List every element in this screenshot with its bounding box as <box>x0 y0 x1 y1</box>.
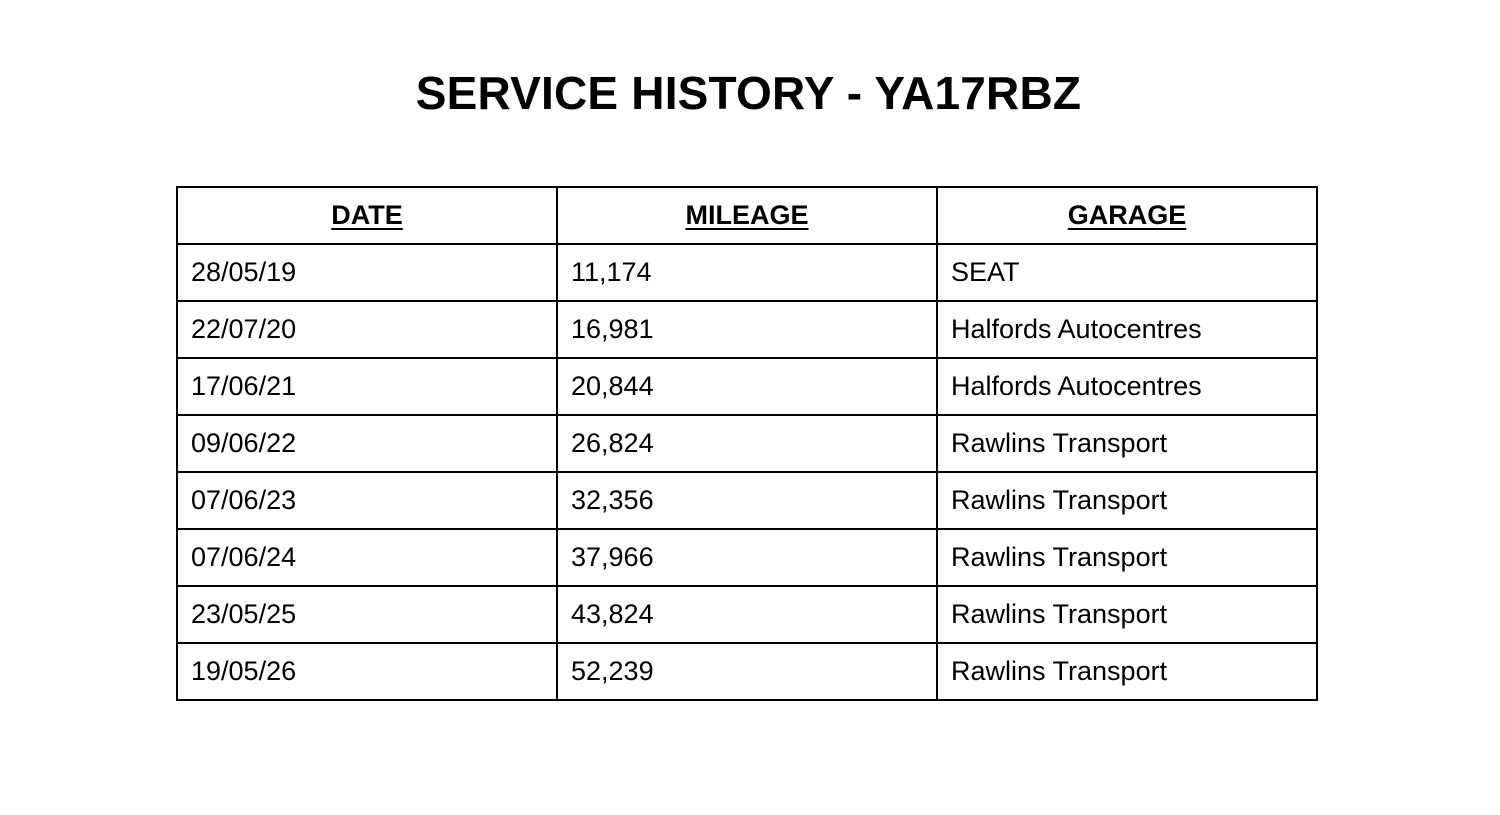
date-cell: 17/06/21 <box>177 358 557 415</box>
table-row <box>177 244 1317 301</box>
garage-cell: Rawlins Transport <box>937 415 1317 472</box>
table-row <box>177 358 1317 415</box>
garage-cell: SEAT <box>937 244 1317 301</box>
garage-cell: Rawlins Transport <box>937 643 1317 700</box>
garage-column-header: GARAGE <box>937 187 1317 244</box>
table-row <box>177 529 1317 586</box>
garage-cell: Rawlins Transport <box>937 472 1317 529</box>
date-cell: 22/07/20 <box>177 301 557 358</box>
mileage-cell: 20,844 <box>557 358 937 415</box>
table-row <box>177 643 1317 700</box>
garage-cell: Rawlins Transport <box>937 586 1317 643</box>
page-title: SERVICE HISTORY - YA17RBZ <box>415 67 1082 119</box>
date-cell: 07/06/24 <box>177 529 557 586</box>
garage-cell: Halfords Autocentres <box>937 358 1317 415</box>
date-cell: 28/05/19 <box>177 244 557 301</box>
mileage-cell: 32,356 <box>557 472 937 529</box>
table-row <box>177 415 1317 472</box>
mileage-cell: 26,824 <box>557 415 937 472</box>
date-cell: 09/06/22 <box>177 415 557 472</box>
mileage-column-header: MILEAGE <box>557 187 937 244</box>
date-cell: 07/06/23 <box>177 472 557 529</box>
table-row <box>177 586 1317 643</box>
mileage-cell: 16,981 <box>557 301 937 358</box>
garage-cell: Rawlins Transport <box>937 529 1317 586</box>
mileage-cell: 11,174 <box>557 244 937 301</box>
date-cell: 19/05/26 <box>177 643 557 700</box>
service-history-table <box>176 186 1318 701</box>
mileage-cell: 52,239 <box>557 643 937 700</box>
table-row <box>177 472 1317 529</box>
mileage-cell: 43,824 <box>557 586 937 643</box>
table-row <box>177 301 1317 358</box>
garage-cell: Halfords Autocentres <box>937 301 1317 358</box>
date-cell: 23/05/25 <box>177 586 557 643</box>
mileage-cell: 37,966 <box>557 529 937 586</box>
date-column-header: DATE <box>177 187 557 244</box>
table-header-row <box>177 187 1317 244</box>
